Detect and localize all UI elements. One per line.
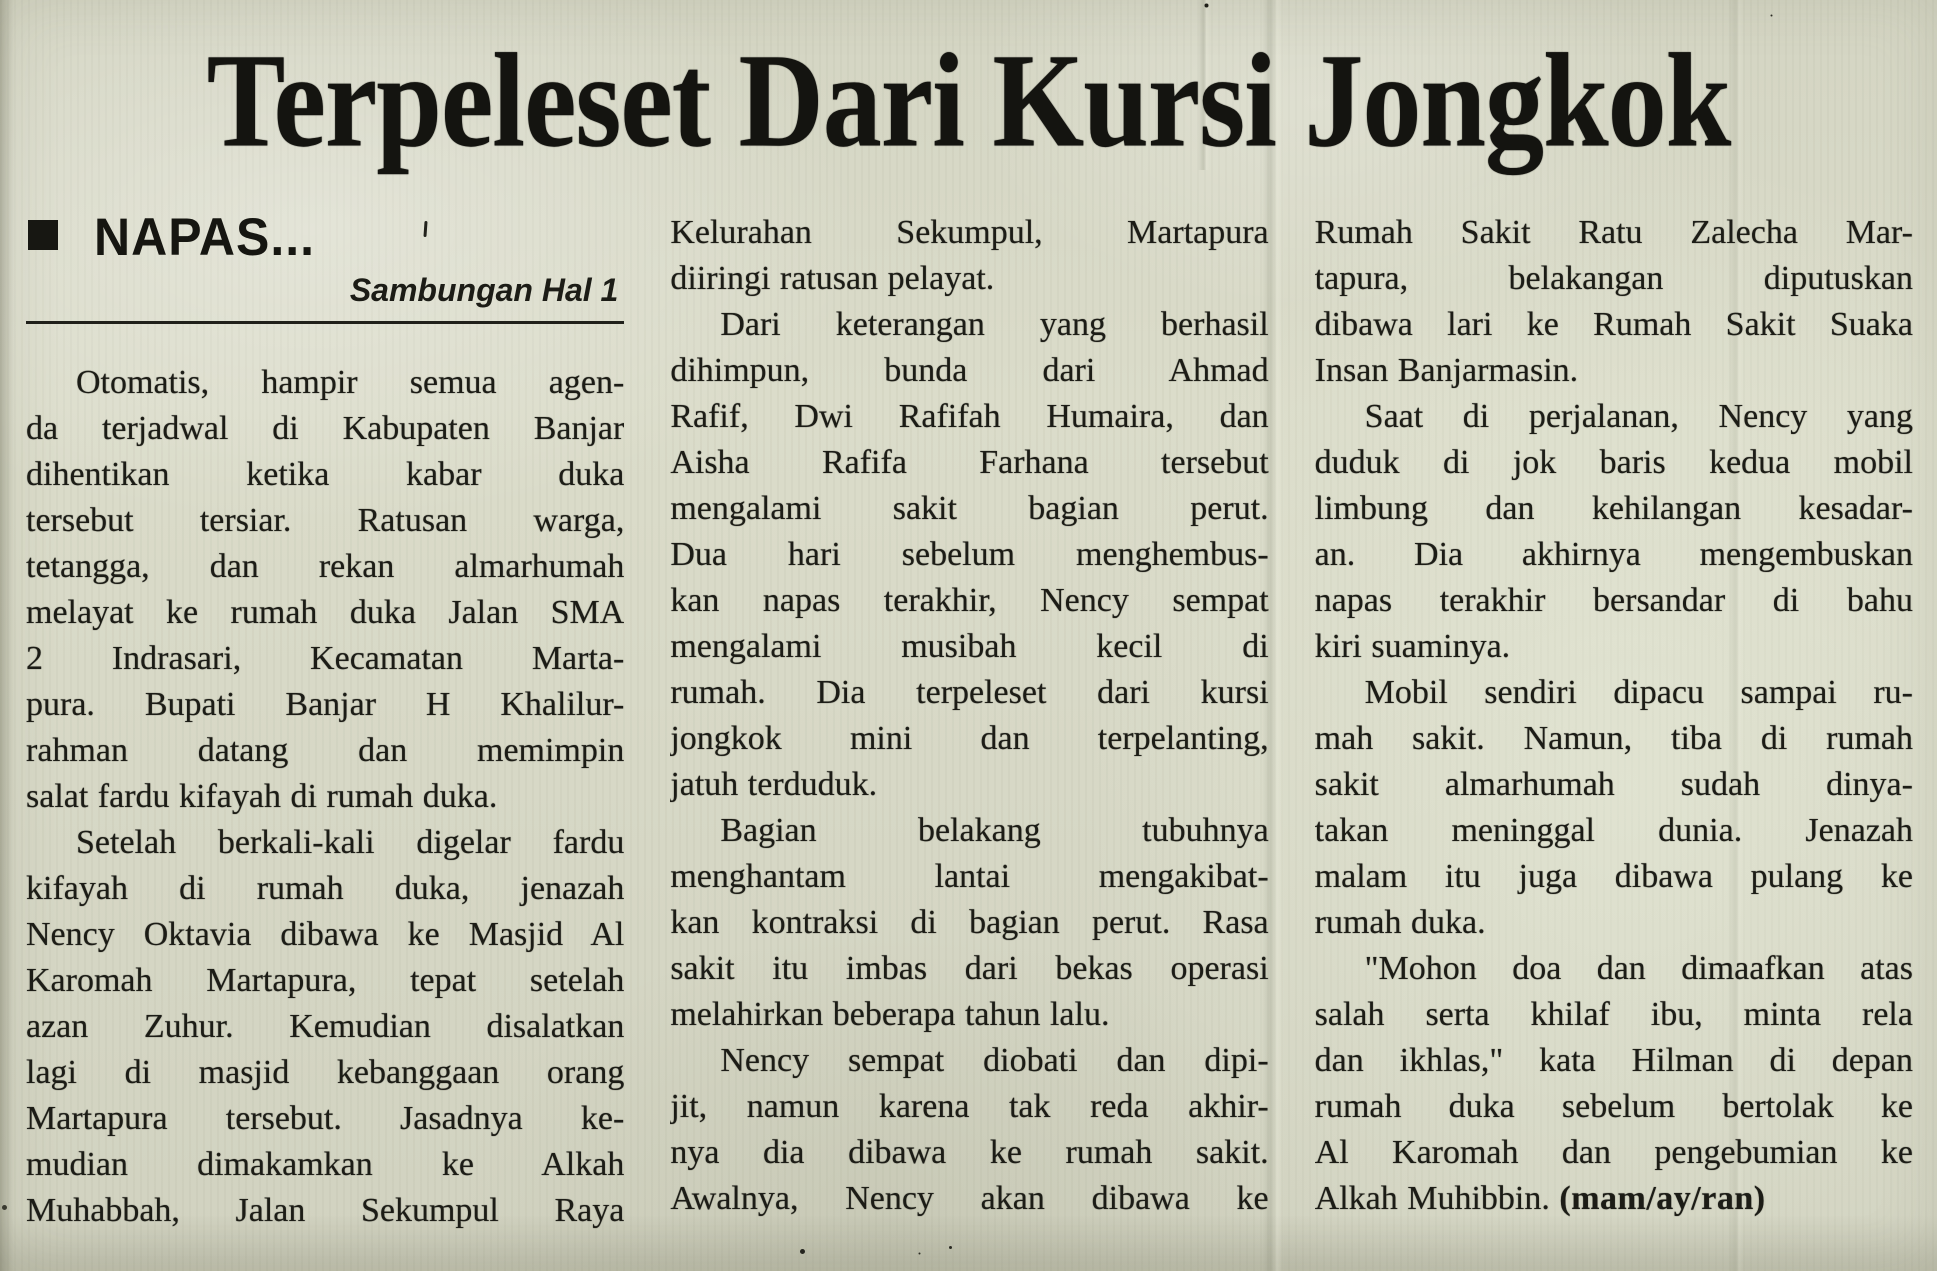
- column-right: [1315, 210, 1913, 1234]
- column-left-text: [26, 360, 624, 1234]
- kicker-label: NAPAS...: [94, 207, 315, 267]
- column-left: [26, 207, 625, 1234]
- text-line: tapura, belakangan diputuskan: [1314, 260, 1913, 297]
- text-line: sakit almarhumah sudah dinya-: [1314, 766, 1913, 803]
- text-line: da terjadwal di Kabupaten Banjar: [26, 410, 625, 447]
- text-line: sakit itu imbas dari bekas operasi: [670, 950, 1269, 987]
- text-line: mah sakit. Namun, tiba di rumah: [1314, 720, 1913, 757]
- text-line: Al Karomah dan pengebumian ke: [1314, 1134, 1913, 1171]
- text-line: nya dia dibawa ke rumah sakit.: [670, 1134, 1269, 1171]
- text-line: Kelurahan Sekumpul, Martapura: [670, 214, 1269, 251]
- text-line: Mobil sendiri dipacu sampai ru-: [1364, 674, 1913, 711]
- text-line: an. Dia akhirnya mengembuskan: [1314, 536, 1913, 573]
- text-line: dihimpun, bunda dari Ahmad: [670, 352, 1269, 389]
- text-line: jongkok mini dan terpelanting,: [670, 720, 1269, 757]
- text-line: Otomatis, hampir semua agen-: [76, 364, 625, 401]
- text-line: Karomah Martapura, tepat setelah: [26, 962, 625, 999]
- text-line: Nency Oktavia dibawa ke Masjid Al: [26, 916, 625, 953]
- text-line: salah serta khilaf ibu, minta rela: [1314, 996, 1913, 1033]
- text-line: Dua hari sebelum menghembus-: [670, 536, 1269, 573]
- text-line: kifayah di rumah duka, jenazah: [26, 870, 625, 907]
- text-line: diiringi ratusan pelayat.: [670, 260, 995, 297]
- text-line: jatuh terduduk.: [670, 766, 878, 803]
- text-line: "Mohon doa dan dimaafkan atas: [1364, 950, 1913, 987]
- text-line: dibawa lari ke Rumah Sakit Suaka: [1314, 306, 1913, 343]
- article-headline: Terpeleset Dari Kursi Jongkok: [206, 25, 1731, 176]
- text-line: malam itu juga dibawa pulang ke: [1314, 858, 1913, 895]
- text-line: limbung dan kehilangan kesadar-: [1314, 490, 1913, 527]
- text-line: rumah. Dia terpeleset dari kursi: [670, 674, 1269, 711]
- text-line: Insan Banjarmasin.: [1314, 352, 1579, 389]
- text-line: Saat di perjalanan, Nency yang: [1364, 398, 1913, 435]
- continuation-note: Sambungan Hal 1: [349, 272, 619, 308]
- text-line: Dari keterangan yang berhasil: [720, 306, 1269, 343]
- text-line: lagi di masjid kebanggaan orang: [26, 1054, 625, 1091]
- text-line: takan meninggal dunia. Jenazah: [1314, 812, 1913, 849]
- text-line: rumah duka sebelum bertolak ke: [1314, 1088, 1913, 1125]
- text-line: mengalami musibah kecil di: [670, 628, 1269, 665]
- text-line: kiri suaminya.: [1314, 628, 1511, 665]
- column-middle-text: [670, 210, 1268, 1222]
- text-line: Martapura tersebut. Jasadnya ke-: [26, 1100, 625, 1137]
- text-line: Muhabbah, Jalan Sekumpul Raya: [26, 1192, 625, 1229]
- text-line: dihentikan ketika kabar duka: [26, 456, 625, 493]
- text-line: pura. Bupati Banjar H Khalilur-: [26, 686, 625, 723]
- text-line: kan kontraksi di bagian perut. Rasa: [670, 904, 1269, 941]
- text-line: melayat ke rumah duka Jalan SMA: [26, 594, 625, 631]
- article-columns: [0, 207, 1937, 1234]
- square-bullet-icon: [28, 220, 58, 250]
- kicker: [26, 207, 624, 267]
- text-line: Bagian belakang tubuhnya: [720, 812, 1269, 849]
- text-line: Aisha Rafifa Farhana tersebut: [670, 444, 1269, 481]
- text-line: rumah duka.: [1314, 904, 1486, 941]
- text-line: Rumah Sakit Ratu Zalecha Mar-: [1314, 214, 1913, 251]
- text-line: duduk di jok baris kedua mobil: [1314, 444, 1913, 481]
- text-line: Nency sempat diobati dan dipi-: [720, 1042, 1269, 1079]
- text-line: kan napas terakhir, Nency sempat: [670, 582, 1269, 619]
- text-line: Rafif, Dwi Rafifah Humaira, dan: [670, 398, 1269, 435]
- text-line: jit, namun karena tak reda akhir-: [670, 1088, 1269, 1125]
- text-line: Awalnya, Nency akan dibawa ke: [670, 1180, 1269, 1217]
- text-line: rahman datang dan memimpin: [26, 732, 625, 769]
- text-line: azan Zuhur. Kemudian disalatkan: [26, 1008, 625, 1045]
- text-line: Alkah Muhibbin. (mam/ay/ran): [1314, 1180, 1766, 1217]
- column-middle: [670, 210, 1268, 1234]
- text-line: tersebut tersiar. Ratusan warga,: [26, 502, 625, 539]
- text-line: melahirkan beberapa tahun lalu.: [670, 996, 1110, 1033]
- text-line: mudian dimakamkan ke Alkah: [26, 1146, 625, 1183]
- text-line: Setelah berkali-kali digelar fardu: [76, 824, 625, 861]
- column-right-text: [1315, 210, 1913, 1222]
- text-line: napas terakhir bersandar di bahu: [1314, 582, 1913, 619]
- text-line: 2 Indrasari, Kecamatan Marta-: [26, 640, 625, 677]
- text-line: mengalami sakit bagian perut.: [670, 490, 1269, 527]
- text-line: salat fardu kifayah di rumah duka.: [26, 778, 498, 815]
- text-line: menghantam lantai mengakibat-: [670, 858, 1269, 895]
- text-line: dan ikhlas," kata Hilman di depan: [1314, 1042, 1913, 1079]
- text-line: tetangga, dan rekan almarhumah: [26, 548, 625, 585]
- kicker-divider: [26, 321, 624, 324]
